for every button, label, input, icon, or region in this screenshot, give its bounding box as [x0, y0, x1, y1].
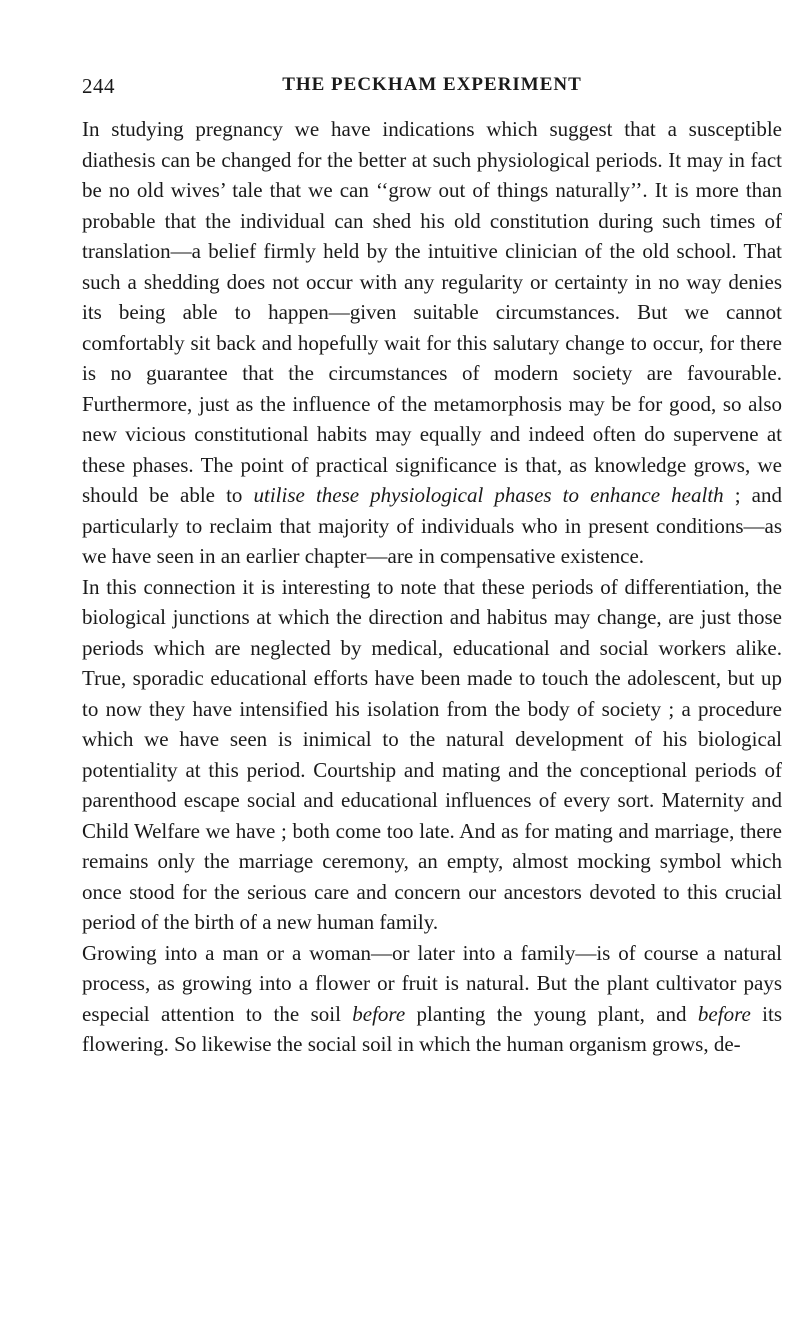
page-number: 244 — [82, 74, 115, 98]
book-page — [82, 70, 782, 1060]
text-segment: In studying pregnancy we have indications which suggest that a susceptible diathesis can be changed for the better at such physiological periods. It may in fact be no old wives’ tale that we can ‘‘grow out of things naturally’’. It is more than probable that the individual can shed his old constitution during such times of translation—a belief firmly held by the intuitive clinician of the old school. That such a shedding does not occur with any regularity or certainty in no way denies its being able to happen—given suitable circumstances. But we cannot comfortably sit back and hopefully wait for this salutary change to occur, for there is no guarantee that the circumstances of modern society are favourable. Furthermore, just as the influence of the metamorphosis may be for good, so also new vicious constitutional habits may equally and indeed often do supervene at these phases. The point of practical significance is that, as knowledge grows, we should be able to — [82, 117, 782, 507]
paragraph-2 — [82, 572, 782, 938]
paragraph-3 — [82, 938, 782, 1060]
text-segment: its flowering. So likewise the social soil in which the human organism grows, de- — [82, 1001, 783, 1056]
body-text — [82, 114, 782, 1060]
paragraph-1 — [82, 114, 782, 572]
text-segment: planting the young plant, and — [405, 1001, 698, 1026]
text-segment: ; and particularly to reclaim that majority of individuals who in present conditions—as we have seen in an earlier chapter—are in compensative existence. — [82, 483, 782, 568]
italic-segment: before — [697, 1001, 751, 1026]
text-segment: Growing into a man or a woman—or later into a family—is of course a natural process, as growing into a flower or fruit is natural. But the plant cultivator pays especial attention to the soil — [82, 940, 782, 1026]
italic-segment: before — [352, 1001, 406, 1026]
page-header — [82, 70, 782, 106]
text-segment: In this connection it is interesting to note that these periods of differentiation, the biological junctions at which the direction and habitus may change, are just those periods which are neglected by medical, educational and social workers alike. True, sporadic educational efforts have been made to touch the adolescent, but up to now they have intensified his isolation from the body of society ; a procedure which we have seen is inimical to the natural development of his biological potentiality at this period. Courtship and mating and the conceptional periods of parenthood escape social and educational influences of every sort. Maternity and Child Welfare we have ; both come too late. And as for mating and marriage, there remains only the marriage ceremony, an empty, almost mocking symbol which once stood for the serious care and concern our ancestors devoted to this crucial period of the birth of a new human family. — [82, 574, 782, 934]
italic-segment: utilise these physiological phases to enhance health — [253, 483, 724, 507]
running-head: THE PECKHAM EXPERIMENT — [282, 74, 582, 95]
